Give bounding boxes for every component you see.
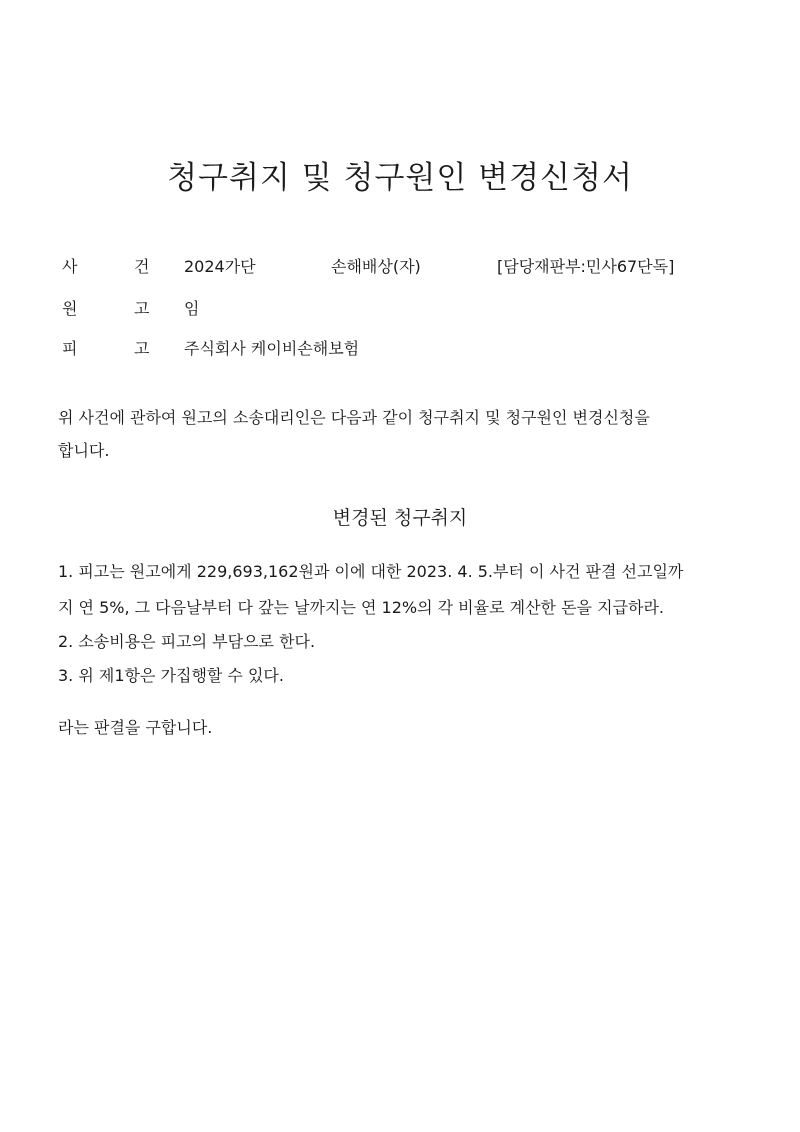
case-label-1: 사 <box>62 257 78 276</box>
intro-line: 합니다. <box>58 441 110 460</box>
closing-text: 라는 판결을 구합니다. <box>58 718 213 737</box>
case-label-2: 건 <box>134 257 150 276</box>
claim-list <box>58 553 748 693</box>
defendant-label-2: 고 <box>134 339 150 358</box>
case-division: [담당재판부:민사67단독] <box>497 257 675 276</box>
case-name: 손해배상(자) <box>331 257 421 276</box>
defendant-label-1: 피 <box>62 339 78 358</box>
claim-line: 1. 피고는 원고에게 229,693,162원과 이에 대한 2023. 4. 5.부터 이 사건 판결 선고일까 <box>58 562 684 581</box>
plaintiff-name: 임 <box>184 299 200 318</box>
case-number: 2024가단 <box>184 257 256 276</box>
intro-paragraph <box>58 401 748 467</box>
claim-line: 3. 위 제1항은 가집행할 수 있다. <box>58 666 284 685</box>
claim-line: 2. 소송비용은 피고의 부담으로 한다. <box>58 632 316 651</box>
claim-line: 지 연 5%, 그 다음날부터 다 갚는 날까지는 연 12%의 각 비율로 계산한 돈을 지급하라. <box>58 598 665 617</box>
intro-line: 위 사건에 관하여 원고의 소송대리인은 다음과 같이 청구취지 및 청구원인 변경신청을 <box>58 408 650 427</box>
document-title: 청구취지 및 청구원인 변경신청서 <box>167 160 633 196</box>
section-title: 변경된 청구취지 <box>332 507 468 529</box>
plaintiff-label-1: 원 <box>62 299 78 318</box>
defendant-name: 주식회사 케이비손해보험 <box>184 339 360 358</box>
plaintiff-label-2: 고 <box>134 299 150 318</box>
